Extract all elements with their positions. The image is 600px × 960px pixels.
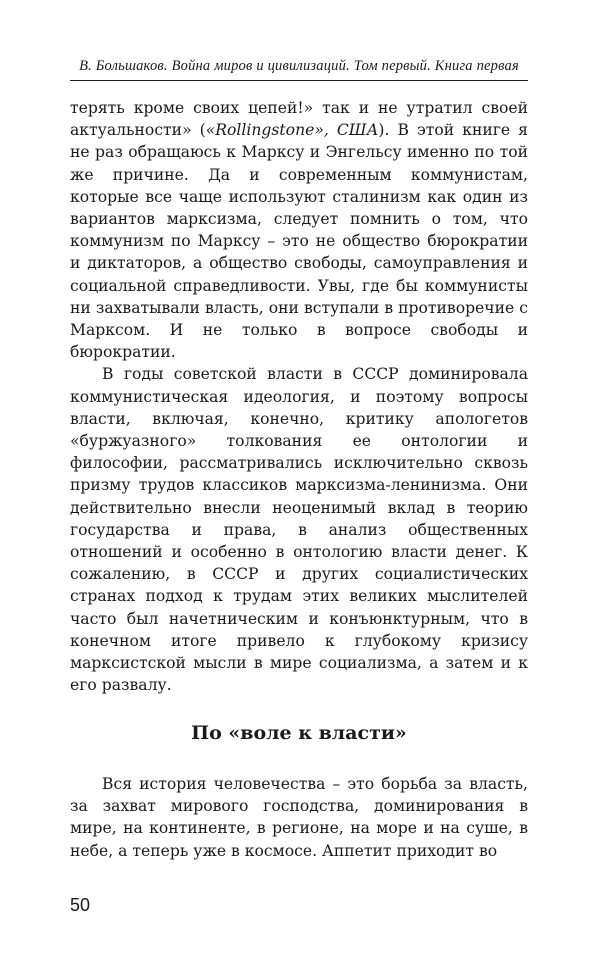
source-citation: «Rollingstone», США: [205, 121, 379, 140]
paragraph: В годы советской власти в СССР доминировала коммунистическая идеология, и поэтому вопросы власти, включая, конечно, критику апологетов «буржуазного» толкования ее онтологии и философии, рассматривались исключительно сквозь призму трудов классиков марксизма-ленинизма. Они действительно внесли неоценимый вклад в теорию государства и права, в анализ общественных отношений и особенно в онтологию власти денег. К сожалению, в СССР и других социалистических странах подход к трудам этих великих мыслителей часто был начетническим и конъюнктурным, что в конечном итоге привело к глубокому кризису марксистской мысли в мире социализма, а затем и к его развалу.: [70, 365, 528, 695]
paragraph-continued: [70, 97, 528, 363]
paragraph: Вся история человечества – это борьба за власть, за захват мирового господства, доминирования в мире, на континенте, в регионе, на море и на суше, в небе, а теперь уже в космосе. Аппетит приходит во: [70, 775, 528, 860]
body-text: [70, 97, 528, 696]
paragraph-text: ). В этой книге я не раз обращаюсь к Марксу и Энгельсу именно по той же причине. Да и современным коммунистам, которые все чаще используют сталинизм как один из вариантов марксизма, следует помнить о том, что коммунизм по Марксу – это не общество бюрократии и диктаторов, а общество свободы, самоуправления и социальной справедливости. Увы, где бы коммунисты ни захватывали власть, они вступали в противоречие с Марксом. И не только в вопросе свободы и бюрократии.: [70, 121, 529, 362]
running-header: В. Большаков. Война миров и цивилизаций. Том первый. Книга первая: [70, 58, 528, 81]
section-heading: По «воле к власти»: [191, 722, 407, 744]
section-body: [70, 773, 528, 862]
page-number: 50: [70, 895, 91, 915]
paragraph-text: терять кроме своих цепей!» так и не утратил своей актуальности» (: [70, 99, 528, 140]
